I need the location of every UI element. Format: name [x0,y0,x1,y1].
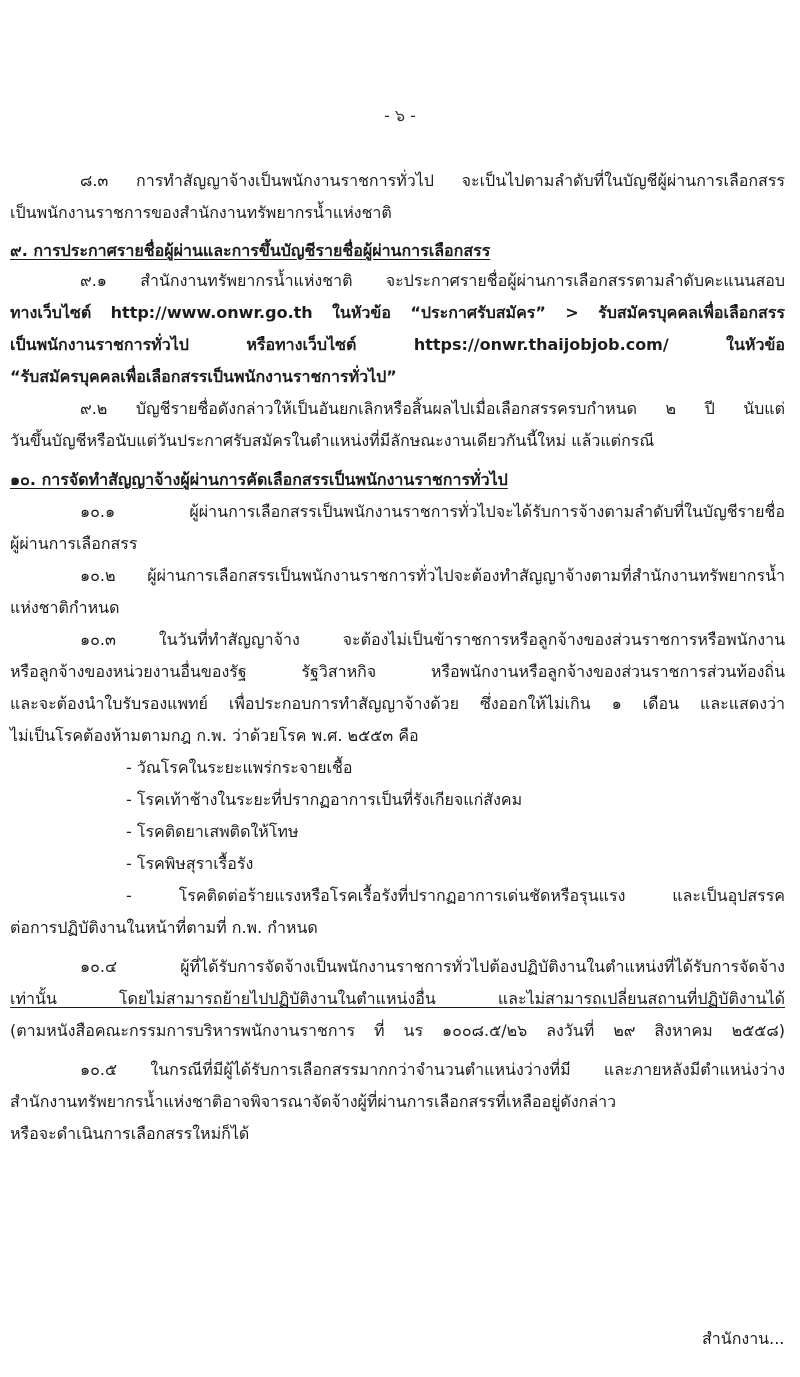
disease-item: - โรคติดต่อร้ายแรงหรือโรคเรื้อรังที่ปรากฏอาการเด่นชัดหรือรุนแรง และเป็นอุปสรรค [126,886,785,905]
section-9-1-line-1: ๙.๑ สำนักงานทรัพยากรน้ำแห่งชาติ จะประกาศรายชื่อผู้ผ่านการเลือกสรรตามลำดับคะแนนสอบ [80,271,785,290]
disease-item: - วัณโรคในระยะแพร่กระจายเชื้อ [126,758,353,777]
section-10-1-line-1: ๑๐.๑ ผู้ผ่านการเลือกสรรเป็นพนักงานราชการทั่วไปจะได้รับการจ้างตามลำดับที่ในบัญชีรายชื่อ [80,502,785,521]
section-10-heading: ๑๐. การจัดทำสัญญาจ้างผู้ผ่านการคัดเลือกสรรเป็นพนักงานราชการทั่วไป [10,470,508,489]
section-10-2-line-1: ๑๐.๒ ผู้ผ่านการเลือกสรรเป็นพนักงานราชการทั่วไปจะต้องทำสัญญาจ้างตามที่สำนักงานทรัพยากรน้ำ [80,566,785,585]
disease-item: - โรคพิษสุราเรื้อรัง [126,854,254,873]
section-8-3-line-2: เป็นพนักงานราชการของสำนักงานทรัพยากรน้ำแห่งชาติ [10,203,392,222]
section-9-1-line-4: “รับสมัครบุคคลเพื่อเลือกสรรเป็นพนักงานราชการทั่วไป” [10,367,397,386]
section-10-3-line-2: หรือลูกจ้างของหน่วยงานอื่นของรัฐ รัฐวิสาหกิจ หรือพนักงานหรือลูกจ้างของส่วนราชการส่วนท้องถิ่น [10,662,785,681]
section-9-1-line-2: ทางเว็บไซต์ http://www.onwr.go.th ในหัวข้อ “ประกาศรับสมัคร” > รับสมัครบุคคลเพื่อเลือกสรร [10,303,785,322]
disease-item: - โรคเท้าช้างในระยะที่ปรากฏอาการเป็นที่รังเกียจแก่สังคม [126,790,523,809]
section-8-3-line-1: ๘.๓ การทำสัญญาจ้างเป็นพนักงานราชการทั่วไป จะเป็นไปตามลำดับที่ในบัญชีผู้ผ่านการเลือกสรร [80,171,785,190]
section-10-5-line-2: สำนักงานทรัพยากรน้ำแห่งชาติอาจพิจารณาจัดจ้างผู้ที่ผ่านการเลือกสรรที่เหลืออยู่ดังกล่าว [10,1092,617,1111]
section-10-5-line-1: ๑๐.๕ ในกรณีที่มีผู้ได้รับการเลือกสรรมากกว่าจำนวนตำแหน่งว่างที่มี และภายหลังมีตำแหน่งว่าง [80,1060,785,1079]
section-9-2-line-2: วันขึ้นบัญชีหรือนับแต่วันประกาศรับสมัครในตำแหน่งที่มีลักษณะงานเดียวกันนี้ใหม่ แล้วแต่กรณี [10,431,655,450]
section-10-4-line-3: (ตามหนังสือคณะกรรมการบริหารพนักงานราชการ ที่ นร ๑๐๐๘.๕/๒๖ ลงวันที่ ๒๙ สิงหาคม ๒๕๕๘) [10,1021,785,1040]
disease-item: - โรคติดยาเสพติดให้โทษ [126,822,299,841]
section-10-2-line-2: แห่งชาติกำหนด [10,598,120,617]
section-10-4-line-1: ๑๐.๔ ผู้ที่ได้รับการจัดจ้างเป็นพนักงานราชการทั่วไปต้องปฏิบัติงานในตำแหน่งที่ได้รับการจัดจ้าง [80,957,785,976]
section-10-3-line-4: ไม่เป็นโรคต้องห้ามตามกฎ ก.พ. ว่าด้วยโรค พ.ศ. ๒๕๕๓ คือ [10,726,419,745]
closing-continuation: สำนักงาน... [702,1329,785,1348]
section-9-heading: ๙. การประกาศรายชื่อผู้ผ่านและการขึ้นบัญชีรายชื่อผู้ผ่านการเลือกสรร [10,241,491,260]
section-10-3-line-3: และจะต้องนำใบรับรองแพทย์ เพื่อประกอบการทำสัญญาจ้างด้วย ซึ่งออกให้ไม่เกิน ๑ เดือน และแสดงว่า [10,694,785,713]
section-10-1-line-2: ผู้ผ่านการเลือกสรร [10,534,138,553]
section-9-1-line-3: เป็นพนักงานราชการทั่วไป หรือทางเว็บไซต์ https://onwr.thaijobjob.com/ ในหัวข้อ [10,335,785,354]
disease-item-continuation: ต่อการปฏิบัติงานในหน้าที่ตามที่ ก.พ. กำหนด [10,918,318,937]
page-number: - ๖ - [384,106,416,125]
section-9-2-line-1: ๙.๒ บัญชีรายชื่อดังกล่าวให้เป็นอันยกเลิกหรือสิ้นผลไปเมื่อเลือกสรรครบกำหนด ๒ ปี นับแต่ [80,399,785,418]
section-10-4-line-2: เท่านั้น โดยไม่สามารถย้ายไปปฏิบัติงานในตำแหน่งอื่น และไม่สามารถเปลี่ยนสถานที่ปฏิบัติงานได้ [10,989,785,1008]
section-10-5-line-3: หรือจะดำเนินการเลือกสรรใหม่ก็ได้ [10,1124,250,1143]
section-10-3-line-1: ๑๐.๓ ในวันที่ทำสัญญาจ้าง จะต้องไม่เป็นข้าราชการหรือลูกจ้างของส่วนราชการหรือพนักงาน [80,630,785,649]
